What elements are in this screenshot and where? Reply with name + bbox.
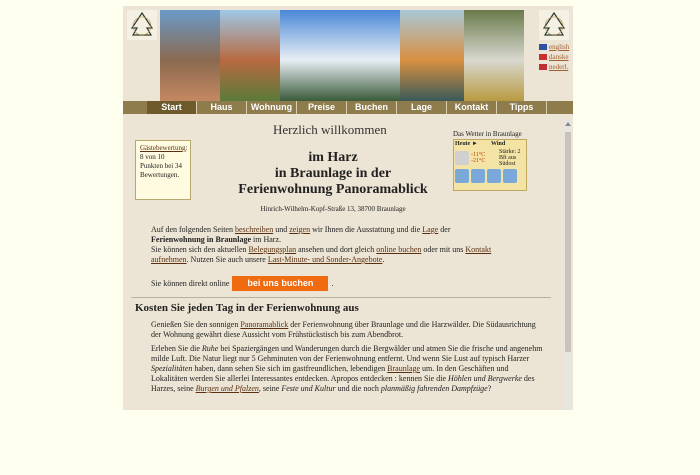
link-lage[interactable]: Lage	[422, 225, 439, 234]
flag-icon	[539, 54, 547, 60]
link-burgen[interactable]: Burgen und Pfalzen	[195, 384, 259, 393]
flag-icon	[539, 44, 547, 50]
italic-text: Ruhe	[201, 344, 219, 353]
nav-item-tipps[interactable]: Tipps	[497, 101, 547, 114]
rating-link[interactable]: Gästebewertung	[140, 144, 186, 152]
paragraph-text: haben, dann sehen Sie sich im gastfreundlichen, lebendigen	[192, 364, 388, 373]
language-item[interactable]	[539, 52, 569, 62]
cloud-snow-icon	[455, 151, 469, 165]
nav-spacer	[123, 101, 147, 114]
address: Hinrich-Wilhelm-Kopf-Straße 13, 38700 Braunlage	[260, 205, 406, 213]
scroll-up-icon[interactable]	[565, 122, 571, 126]
title-line-3: Ferienwohnung Panoramablick	[238, 182, 428, 197]
weather-day-icon	[503, 169, 517, 183]
page-container	[123, 6, 573, 410]
tree-logo-icon[interactable]	[127, 10, 157, 40]
welcome-heading: Herzlich willkommen	[273, 122, 387, 137]
link-zeigen[interactable]: zeigen	[289, 225, 311, 234]
intro-text: ansehen und dort gleich	[296, 245, 377, 254]
header-photos	[160, 10, 524, 101]
paragraph-text: , seine	[258, 384, 282, 393]
main-content	[123, 120, 565, 410]
intro-text: Sie können sich den aktuellen	[151, 245, 249, 254]
flag-icon	[539, 64, 547, 70]
rating-colon: :	[185, 144, 188, 152]
scroll-thumb[interactable]	[565, 132, 571, 352]
intro-text: . Nutzen Sie auch unsere	[186, 255, 268, 264]
weather-today-label: Heute ►	[455, 141, 478, 147]
weather-title: Das Wetter in Braunlage	[453, 130, 522, 138]
nav-item-preise[interactable]: Preise	[297, 101, 347, 114]
italic-text: Spezialitäten	[151, 364, 193, 373]
italic-text: Feste und Kultur	[281, 384, 336, 393]
snowy-forest-photo	[280, 10, 400, 101]
language-item[interactable]	[539, 62, 569, 72]
intro-bold: Ferienwohnung in Braunlage	[151, 235, 252, 244]
divider	[131, 297, 551, 298]
paragraph-text: der Ferienwohnung über Braunlage und die Harzwälder. Die Südausrichtung der Wohnung gewährt diese Aussicht vom Frühstückstisch bis zum Abendbrot.	[151, 320, 536, 339]
weather-temp-low: -21°C	[471, 158, 486, 164]
paragraph-text: um. In den Geschäften und Lokalitäten werden Sie allerlei Interessantes entdecken. Apropos entdecken : kennen Sie die	[151, 364, 509, 383]
paragraph-text: ?	[487, 384, 492, 393]
main-nav	[123, 101, 573, 114]
link-braunlage[interactable]: Braunlage	[387, 364, 421, 373]
intro-text: oder mit uns	[421, 245, 466, 254]
link-beschreiben[interactable]: beschreiben	[234, 225, 274, 234]
language-link[interactable]: danske	[549, 53, 569, 61]
weather-wind-label: Wind	[491, 141, 506, 147]
nav-item-lage[interactable]: Lage	[397, 101, 447, 114]
page-title	[228, 150, 438, 198]
header	[123, 6, 573, 101]
intro-text: und	[273, 225, 290, 234]
booking-line	[151, 276, 333, 291]
paragraph-text: Genießen Sie den sonnigen	[151, 320, 241, 329]
link-panoramablick[interactable]: Panoramablick	[240, 320, 289, 329]
tree-logo-icon[interactable]	[539, 10, 569, 40]
intro-text: .	[382, 255, 385, 264]
weather-temp-high: -11°C	[471, 152, 486, 158]
section-title: Kosten Sie jeden Tag in der Ferienwohnung aus	[135, 302, 359, 314]
weather-widget[interactable]	[453, 130, 527, 191]
title-line-1: im Harz	[308, 150, 358, 165]
language-switcher	[539, 42, 569, 72]
rating-text: 8 von 10 Punkten bei 34 Bewertungen.	[140, 153, 182, 179]
paragraph-ruhe	[151, 344, 546, 394]
title-line-2: in Braunlage in der	[274, 166, 392, 181]
link-angebote[interactable]: Last-Minute- und Sonder-Angebote	[267, 255, 383, 264]
link-online-buchen[interactable]: online buchen	[376, 245, 422, 254]
intro-paragraph	[151, 225, 521, 265]
rock-cliff-photo	[220, 10, 280, 101]
weather-day-icon	[471, 169, 485, 183]
weather-day-icon	[455, 169, 469, 183]
weather-day-icon	[487, 169, 501, 183]
link-kontakt[interactable]: Kontakt aufnehmen	[151, 245, 492, 264]
waterfall-photo	[464, 10, 524, 101]
paragraph-text: und die noch	[335, 384, 381, 393]
nav-item-buchen[interactable]: Buchen	[347, 101, 397, 114]
village-church-photo	[160, 10, 220, 101]
rating-box	[135, 140, 191, 200]
language-item[interactable]	[539, 42, 569, 52]
weather-wind-text: Stärke: 2 Bft aus Südost	[499, 149, 521, 167]
book-now-button[interactable]: bei uns buchen	[232, 276, 328, 291]
intro-text: Auf den folgenden Seiten	[151, 225, 235, 234]
nav-item-start[interactable]: Start	[147, 101, 197, 114]
booking-period: .	[331, 279, 334, 288]
intro-text: der	[438, 225, 451, 234]
italic-text: Höhlen und Bergwerke	[448, 374, 522, 383]
nav-item-kontakt[interactable]: Kontakt	[447, 101, 497, 114]
weather-box[interactable]	[453, 139, 527, 191]
paragraph-text: des Harzes, seine	[151, 374, 535, 393]
paragraph-text: Erleben Sie die	[151, 344, 202, 353]
italic-text: planmäßig fahrenden Dampfzüge	[380, 384, 488, 393]
paragraph-text: bei Spaziergängen und Wanderungen durch die Bergwälder und atmen Sie die frische und angenehm milde Luft. Die Natur liegt nur 5 Gehminuten von der Ferienwohnung entfernt. Und wenn Sie Lust auf typisch Harzer	[151, 344, 543, 363]
intro-text: wir Ihnen die Ausstattung und die	[310, 225, 423, 234]
paragraph-panorama	[151, 320, 546, 340]
language-link[interactable]: nederl.	[549, 63, 569, 71]
intro-text: im Harz.	[251, 235, 282, 244]
lake-autumn-photo	[400, 10, 464, 101]
nav-item-haus[interactable]: Haus	[197, 101, 247, 114]
scrollbar[interactable]	[564, 120, 572, 410]
language-link[interactable]: english	[549, 43, 570, 51]
booking-label: Sie können direkt online	[151, 279, 230, 288]
nav-item-wohnung[interactable]: Wohnung	[247, 101, 297, 114]
link-belegungsplan[interactable]: Belegungsplan	[248, 245, 297, 254]
